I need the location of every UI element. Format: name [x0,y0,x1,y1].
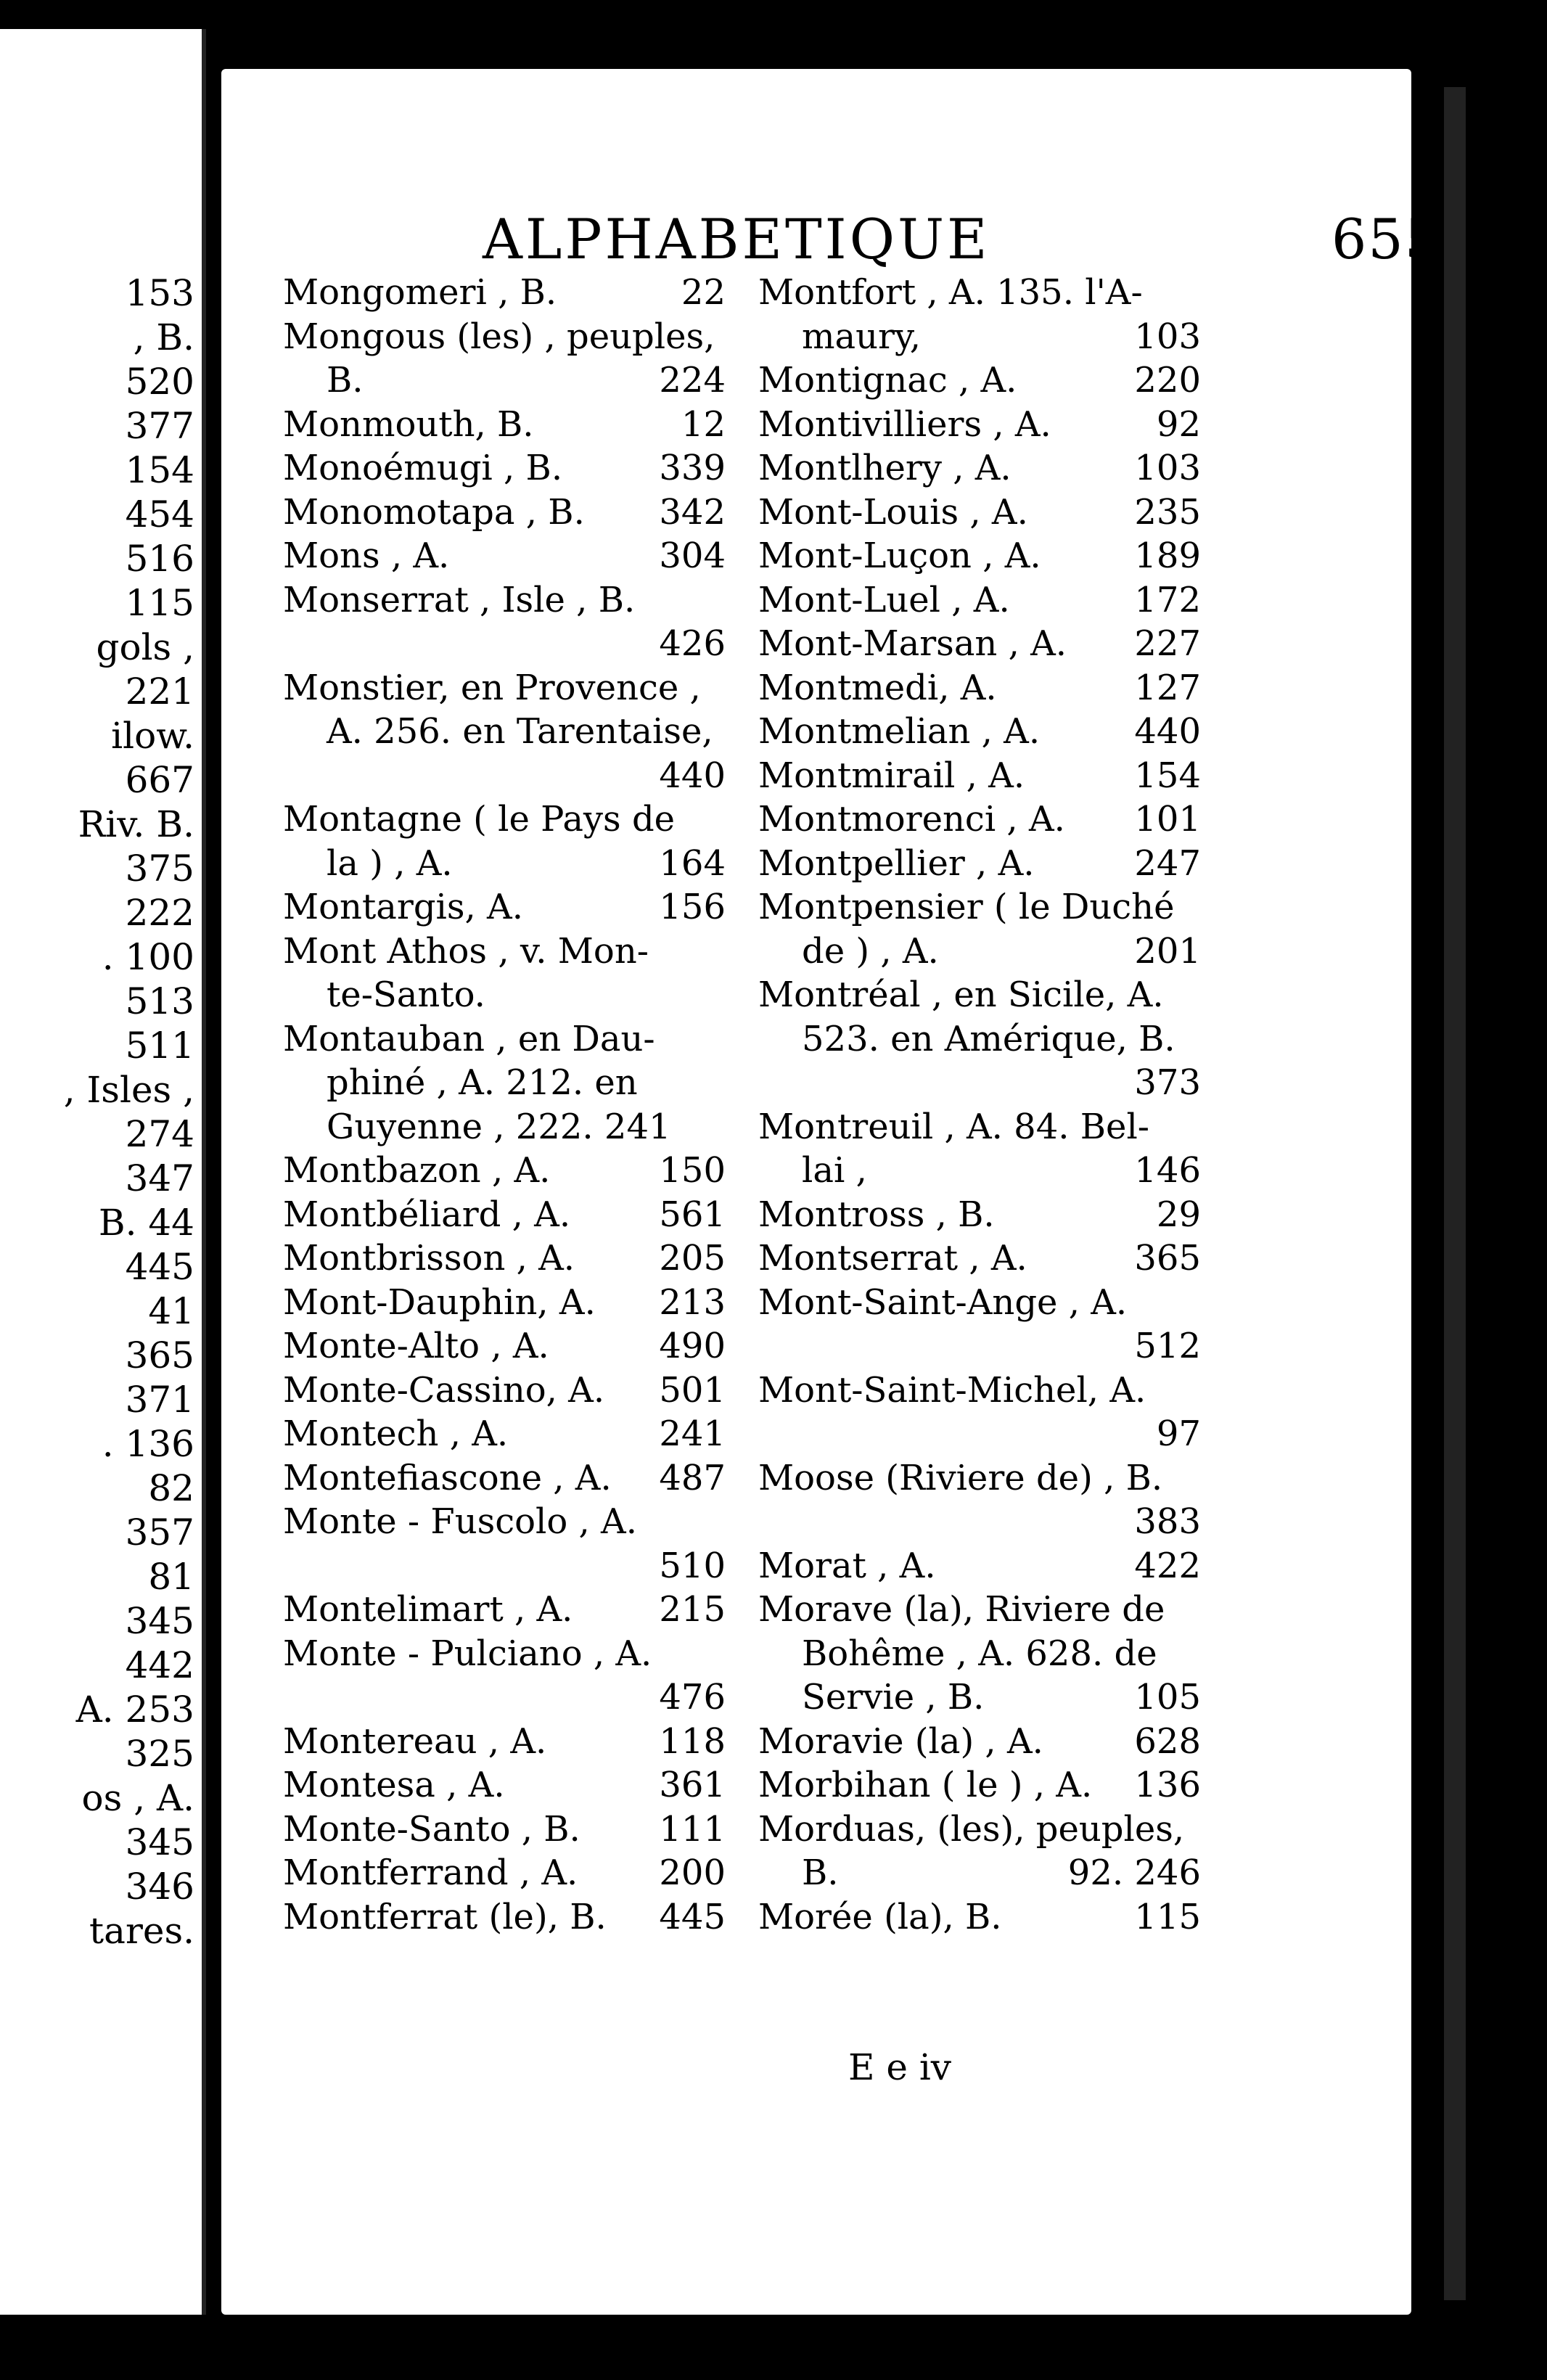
entry-text: Montech , A. [283,1413,509,1454]
left-page-fragment-line: 445 [125,1246,194,1288]
index-entry [283,1017,726,1062]
left-page-fragment-line: 41 [148,1290,194,1332]
entry-page-number: 422 [1134,1545,1201,1586]
entry-page-number: 172 [1134,579,1201,620]
left-page-fragment-line: ilow. [111,715,194,757]
entry-text: Mont-Saint-Michel, A. [758,1369,1146,1411]
left-page-fragment-line: 357 [125,1511,194,1554]
entry-text: A. 256. en Tarentaise, [327,711,713,752]
index-entry [758,1632,1201,1676]
index-entry [283,1588,726,1632]
index-entry [283,578,726,623]
index-entry [283,315,726,359]
index-entry [283,534,726,578]
entry-page-number: 373 [1134,1062,1201,1103]
entry-text: Montlhery , A. [758,448,1012,488]
entry-text: Morbihan ( le ) , A. [758,1765,1093,1805]
index-entry [758,1807,1201,1852]
entry-page-number: 561 [659,1194,726,1235]
entry-page-number: 383 [1134,1501,1201,1542]
entry-page-number: 164 [659,842,726,884]
entry-page-number: 118 [659,1720,726,1762]
entry-page-number: 220 [1134,360,1201,401]
index-entry [283,754,726,798]
index-entry [758,578,1201,623]
index-entry [283,1105,726,1149]
entry-text: la ) , A. [327,842,453,884]
entry-text: Montivilliers , A. [758,403,1051,445]
left-page-fragment-line: 377 [125,405,194,447]
entry-text: Montross , B. [758,1194,995,1235]
left-page-fragment-line: 667 [125,759,194,801]
index-entry [283,1720,726,1764]
entry-text: maury, [802,316,921,357]
index-entry [283,666,726,710]
entry-page-number: 247 [1134,842,1201,884]
entry-page-number: 476 [659,1677,726,1718]
entry-text: Guyenne , 222. 241 [327,1106,671,1147]
index-entry [758,754,1201,798]
entry-page-number: 342 [659,491,726,533]
entry-page-number: 156 [659,887,726,927]
left-page-fragment-line: 274 [125,1113,194,1155]
index-entry [283,1895,726,1940]
entry-text: Monte - Pulciano , A. [283,1633,652,1674]
index-entry [758,666,1201,710]
left-page-fragment-line: 345 [125,1600,194,1642]
index-entry [758,930,1201,974]
left-page-fragment-line: gols , [96,626,194,668]
index-entry [283,1763,726,1807]
index-entry [283,1324,726,1368]
entry-text: Mongous (les) , peuples, [283,316,715,357]
entry-text: Montmedi, A. [758,667,997,708]
entry-text: Morat , A. [758,1545,936,1586]
entry-page-number: 440 [659,755,726,796]
entry-text: Mont Athos , v. Mon- [283,930,649,972]
entry-page-number: 628 [1134,1720,1201,1762]
left-page-fragment-line: 442 [125,1644,194,1686]
page-number: 655 [1331,207,1442,271]
index-entry [758,1105,1201,1149]
index-entry [758,1017,1201,1062]
entry-text: Montpensier ( le Duché [758,887,1175,927]
index-entry [758,358,1201,403]
entry-page-number: 339 [659,448,726,488]
entry-text: Montereau , A. [283,1720,547,1762]
entry-text: Monstier, en Provence , [283,667,701,708]
left-page-fragment-line: 345 [125,1821,194,1863]
entry-page-number: 92. 246 [1067,1852,1201,1893]
entry-page-number: 103 [1134,316,1201,357]
left-page-fragment-line: 82 [148,1467,194,1509]
entry-text: Montesa , A. [283,1765,505,1805]
index-column-right [758,271,1201,1939]
entry-text: Monte-Alto , A. [283,1326,549,1366]
index-entry [758,1456,1201,1501]
left-page-fragment-line: . 136 [102,1423,194,1465]
index-entry [283,271,726,315]
entry-page-number: 127 [1134,667,1201,708]
entry-text: Morée (la), B. [758,1896,1002,1937]
entry-text: Montbazon , A. [283,1150,551,1191]
left-page-fragment-line: 371 [125,1379,194,1421]
entry-page-number: 150 [659,1150,726,1191]
entry-text: Montserrat , A. [758,1238,1027,1279]
entry-page-number: 490 [659,1326,726,1366]
entry-text: Montmorenci , A. [758,799,1065,840]
entry-text: Montagne ( le Pays de [283,799,676,840]
entry-page-number: 445 [659,1896,726,1937]
signature-mark: E e iv [848,2046,952,2088]
entry-text: Montauban , en Dau- [283,1018,655,1059]
running-head [483,207,1442,271]
index-entry [758,1149,1201,1193]
entry-page-number: 12 [681,403,726,445]
index-entry [758,491,1201,535]
entry-text: Mont-Marsan , A. [758,623,1067,664]
index-entry [758,1500,1201,1544]
entry-text: Montreuil , A. 84. Bel- [758,1106,1150,1147]
index-entry [758,403,1201,447]
entry-text: Morave (la), Riviere de [758,1589,1165,1630]
left-page-fragment-line: 375 [125,848,194,890]
entry-text: te-Santo. [327,974,485,1015]
entry-text: B. [802,1852,839,1893]
index-entry [758,842,1201,886]
left-page-fragment-line: A. 253 [75,1688,194,1731]
entry-text: Montréal , en Sicile, A. [758,974,1164,1015]
entry-text: Bohême , A. 628. de [802,1633,1157,1674]
index-entry [283,842,726,886]
index-entry [758,1720,1201,1764]
left-page-fragment-line: 115 [125,582,194,624]
entry-page-number: 426 [659,623,726,664]
index-entry [758,1281,1201,1325]
index-entry [283,885,726,930]
left-page-fragment-line: tares. [89,1910,194,1952]
index-entry [758,1368,1201,1413]
entry-page-number: 146 [1134,1150,1201,1191]
index-entry [758,797,1201,842]
index-entry [758,1544,1201,1588]
entry-page-number: 97 [1156,1413,1201,1454]
left-page-fragment-line: os , A. [81,1777,194,1819]
entry-page-number: 136 [1134,1765,1201,1805]
left-page-fragment-line: 346 [125,1866,194,1908]
page [221,69,1442,2315]
index-entry [283,1851,726,1895]
entry-text: phiné , A. 212. en [327,1062,638,1103]
left-page-fragment-line: Riv. B. [78,803,194,845]
entry-text: Monte-Santo , B. [283,1808,580,1850]
entry-text: Mont-Luel , A. [758,579,1010,620]
entry-page-number: 92 [1156,403,1201,445]
index-entry [283,1236,726,1281]
left-page-fragment-line: 221 [125,670,194,713]
entry-text: Morduas, (les), peuples, [758,1808,1185,1850]
entry-text: Montferrat (le), B. [283,1896,607,1937]
entry-text: Montmirail , A. [758,755,1025,796]
index-entry [283,1061,726,1105]
left-page-fragment-line: 454 [125,493,194,536]
entry-text: Mont-Louis , A. [758,491,1028,533]
entry-page-number: 487 [659,1457,726,1498]
entry-page-number: 200 [659,1852,726,1893]
entry-text: Montmelian , A. [758,711,1041,752]
index-entry [758,1588,1201,1632]
entry-page-number: 103 [1134,448,1201,488]
entry-text: Mons , A. [283,536,450,576]
index-entry [283,491,726,535]
index-entry [283,1368,726,1413]
left-page-fragment-line: , B. [133,316,194,358]
index-entry [283,1193,726,1237]
entry-page-number: 101 [1134,799,1201,840]
index-entry [283,1149,726,1193]
index-entry [758,1851,1201,1895]
entry-text: Montfort , A. 135. l'A- [758,272,1143,313]
left-page-fragment-line: 347 [125,1157,194,1199]
entry-text: Mont-Dauphin, A. [283,1281,596,1323]
left-page-fragment-line: 154 [125,449,194,491]
entry-page-number: 224 [659,360,726,401]
index-entry [283,1632,726,1676]
entry-text: Monserrat , Isle , B. [283,579,636,620]
index-entry [283,1412,726,1456]
entry-text: Monte - Fuscolo , A. [283,1501,637,1542]
entry-text: Monte-Cassino, A. [283,1369,605,1411]
index-entry [283,1807,726,1852]
index-entry [283,1281,726,1325]
index-entry [283,622,726,666]
index-entry [758,1061,1201,1105]
index-entry [758,710,1201,754]
entry-text: Mont-Saint-Ange , A. [758,1281,1128,1323]
index-column-left [283,271,726,1939]
entry-page-number: 510 [659,1545,726,1586]
index-entry [283,358,726,403]
left-page-fragment [0,29,206,2315]
index-entry [758,622,1201,666]
entry-text: Monoémugi , B. [283,448,563,488]
entry-text: Montbrisson , A. [283,1238,575,1279]
entry-text: Montferrand , A. [283,1852,578,1893]
entry-page-number: 154 [1134,755,1201,796]
entry-page-number: 512 [1134,1326,1201,1366]
index-entry [283,446,726,491]
index-entry [758,1675,1201,1720]
page-edge [1444,87,1466,2300]
left-page-fragment-line: B. 44 [98,1202,194,1244]
index-entry [758,446,1201,491]
index-entry [758,973,1201,1017]
left-page-fragment-line: 511 [125,1025,194,1067]
entry-page-number: 215 [659,1589,726,1630]
entry-text: Moravie (la) , A. [758,1720,1043,1762]
left-page-fragment-line: 222 [125,892,194,934]
left-page-fragment-line: 513 [125,980,194,1022]
entry-text: Servie , B. [802,1677,985,1718]
index-entry [758,1895,1201,1940]
index-entry [283,403,726,447]
index-entry [283,930,726,974]
entry-text: Montpellier , A. [758,842,1035,884]
index-entry [758,271,1201,315]
index-entry [758,1412,1201,1456]
entry-text: 523. en Amérique, B. [802,1018,1175,1059]
left-page-fragment-line: 516 [125,538,194,580]
entry-page-number: 241 [659,1413,726,1454]
index-entry [283,1456,726,1501]
running-head-title: ALPHABETIQUE [483,207,990,271]
entry-page-number: 235 [1134,491,1201,533]
entry-page-number: 365 [1134,1238,1201,1279]
index-entry [283,973,726,1017]
entry-text: Montefiascone , A. [283,1457,612,1498]
entry-text: Montignac , A. [758,360,1017,401]
entry-page-number: 22 [681,272,726,313]
index-entry [758,1193,1201,1237]
entry-text: Monmouth, B. [283,403,534,445]
entry-text: B. [327,360,364,401]
entry-text: Montelimart , A. [283,1589,573,1630]
entry-page-number: 304 [659,536,726,576]
entry-page-number: 105 [1134,1677,1201,1718]
index-entry [758,1324,1201,1368]
entry-page-number: 361 [659,1765,726,1805]
index-entry [283,1500,726,1544]
left-page-fragment-line: 325 [125,1733,194,1775]
entry-page-number: 440 [1134,711,1201,752]
left-page-fragment-line: 153 [125,272,194,314]
entry-page-number: 111 [659,1808,726,1850]
entry-page-number: 115 [1134,1896,1201,1937]
left-page-fragment-line: 81 [148,1556,194,1598]
index-entry [283,1675,726,1720]
entry-page-number: 501 [659,1369,726,1411]
entry-text: lai , [802,1150,867,1191]
index-entry [758,534,1201,578]
entry-text: Montargis, A. [283,887,523,927]
entry-page-number: 201 [1134,930,1201,972]
index-entry [758,1236,1201,1281]
entry-text: de ) , A. [802,930,939,972]
entry-text: Mongomeri , B. [283,272,557,313]
left-page-fragment-line: . 100 [102,936,194,978]
left-page-fragment-line: 365 [125,1334,194,1376]
index-entry [283,710,726,754]
entry-text: Moose (Riviere de) , B. [758,1457,1163,1498]
entry-text: Montbéliard , A. [283,1194,571,1235]
entry-page-number: 205 [659,1238,726,1279]
entry-page-number: 189 [1134,536,1201,576]
index-entry [758,885,1201,930]
index-entry [283,797,726,842]
entry-page-number: 29 [1156,1194,1201,1235]
index-entry [283,1544,726,1588]
index-entry [758,1763,1201,1807]
index-entry [758,315,1201,359]
entry-text: Mont-Luçon , A. [758,536,1041,576]
left-page-fragment-line: , Isles , [63,1069,194,1111]
entry-page-number: 227 [1134,623,1201,664]
left-page-fragment-line: 520 [125,361,194,403]
entry-page-number: 213 [659,1281,726,1323]
entry-text: Monomotapa , B. [283,491,585,533]
